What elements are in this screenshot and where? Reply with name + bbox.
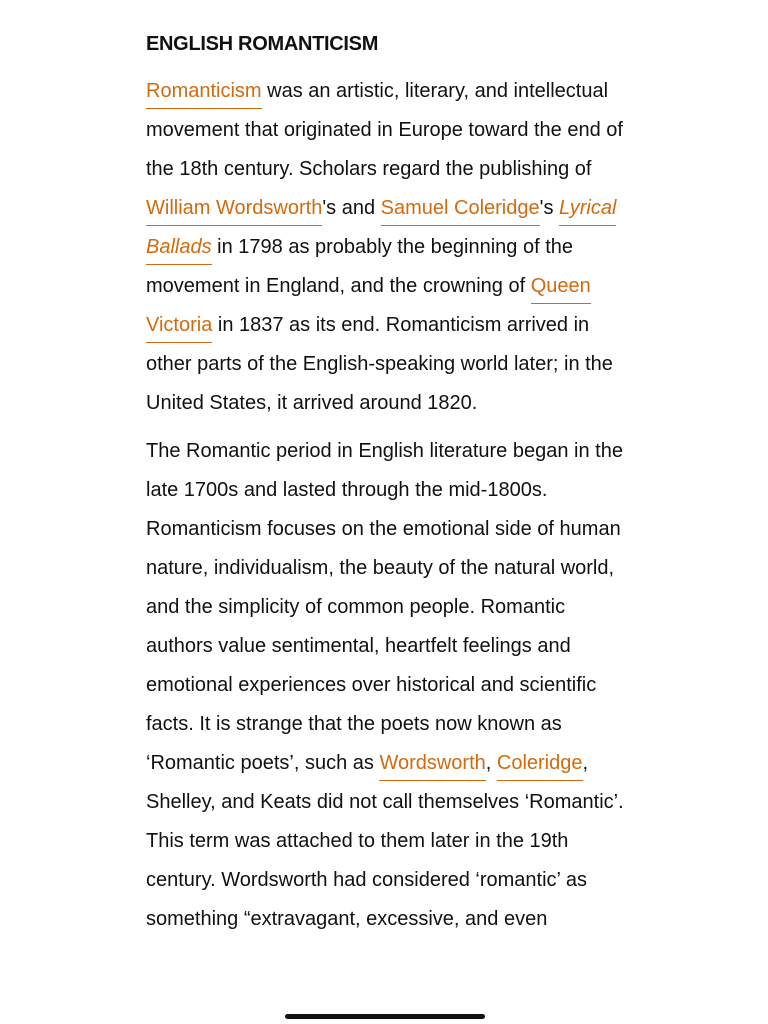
- paragraph-2-text-1: The Romantic period in English literature began in the late 1700s and lasted through the mid-1800s. Romanticism focuses on the emotional side of human nature, individualism, the beauty of the natural world, and the simplicity of common people. Romantic authors value sentimental, heartfelt feelings and emotional experiences over historical and scientific facts. It is strange that the poets now known as ‘Romantic poets’, such as: [146, 440, 623, 774]
- link-coleridge[interactable]: Coleridge: [497, 752, 583, 781]
- link-william-wordsworth[interactable]: William Wordsworth: [146, 197, 322, 226]
- home-indicator[interactable]: [285, 1014, 485, 1019]
- article: [146, 30, 630, 948]
- link-romanticism[interactable]: Romanticism: [146, 80, 262, 109]
- paragraph-1: [146, 72, 630, 423]
- paragraph-2-text-2: ,: [485, 752, 497, 774]
- paragraph-1-text-5: in 1837 as its end. Romanticism arrived in other parts of the English-speaking world later; in the United States, it arrived around 1820.: [146, 314, 613, 414]
- paragraph-2-text-3: , Shelley, and Keats did not call themselves ‘Romantic’. This term was attached to them later in the 19th century. Wordsworth had considered ‘romantic’ as something “extravagant, excessive, and even: [146, 752, 624, 930]
- link-lyrical-ballads[interactable]: Lyrical Ballads: [146, 197, 616, 265]
- link-samuel-coleridge[interactable]: Samuel Coleridge: [381, 197, 540, 226]
- paragraph-1-text-1: was an artistic, literary, and intellectual movement that originated in Europe toward the end of the 18th century. Scholars regard the publishing of: [146, 80, 623, 180]
- link-wordsworth[interactable]: Wordsworth: [379, 752, 485, 781]
- link-queen-victoria[interactable]: Queen Victoria: [146, 275, 591, 343]
- paragraph-1-text-3: 's: [539, 197, 559, 219]
- paragraph-1-text-4: in 1798 as probably the beginning of the movement in England, and the crowning of: [146, 236, 573, 297]
- article-title: ENGLISH ROMANTICISM: [146, 33, 379, 55]
- paragraph-1-text-2: 's and: [322, 197, 381, 219]
- paragraph-2: [146, 432, 630, 939]
